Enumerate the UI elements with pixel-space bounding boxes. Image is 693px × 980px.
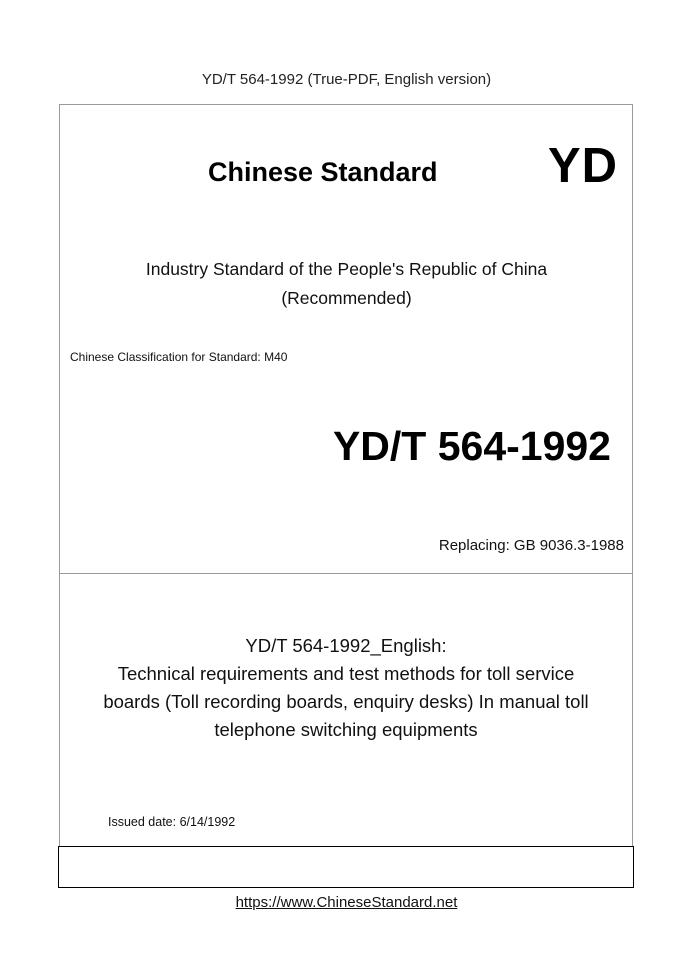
document-title-line: telephone switching equipments bbox=[214, 719, 478, 740]
replacing-text: Replacing: GB 9036.3-1988 bbox=[438, 537, 624, 554]
document-title bbox=[65, 632, 627, 744]
recommended-line: (Recommended) bbox=[281, 288, 412, 308]
footer bbox=[0, 894, 693, 911]
website-link[interactable]: https://www.ChineseStandard.net bbox=[235, 894, 458, 911]
industry-standard-line: Industry Standard of the People's Republic of China bbox=[145, 259, 548, 279]
page-header-title: YD/T 564-1992 (True-PDF, English version) bbox=[201, 71, 492, 88]
issued-date: Issued date: 6/14/1992 bbox=[108, 815, 236, 829]
standard-number: YD/T 564-1992 bbox=[332, 423, 611, 469]
document-title-line: YD/T 564-1992_English: bbox=[245, 635, 447, 656]
classification-text: Chinese Classification for Standard: M40 bbox=[70, 350, 288, 364]
cover-footer-frame bbox=[58, 846, 634, 888]
document-title-line: boards (Toll recording boards, enquiry desks) In manual toll bbox=[103, 691, 589, 712]
standard-heading: Chinese Standard bbox=[208, 157, 438, 187]
standard-code-badge: YD bbox=[548, 139, 619, 193]
document-title-line: Technical requirements and test methods for toll service bbox=[117, 663, 575, 684]
